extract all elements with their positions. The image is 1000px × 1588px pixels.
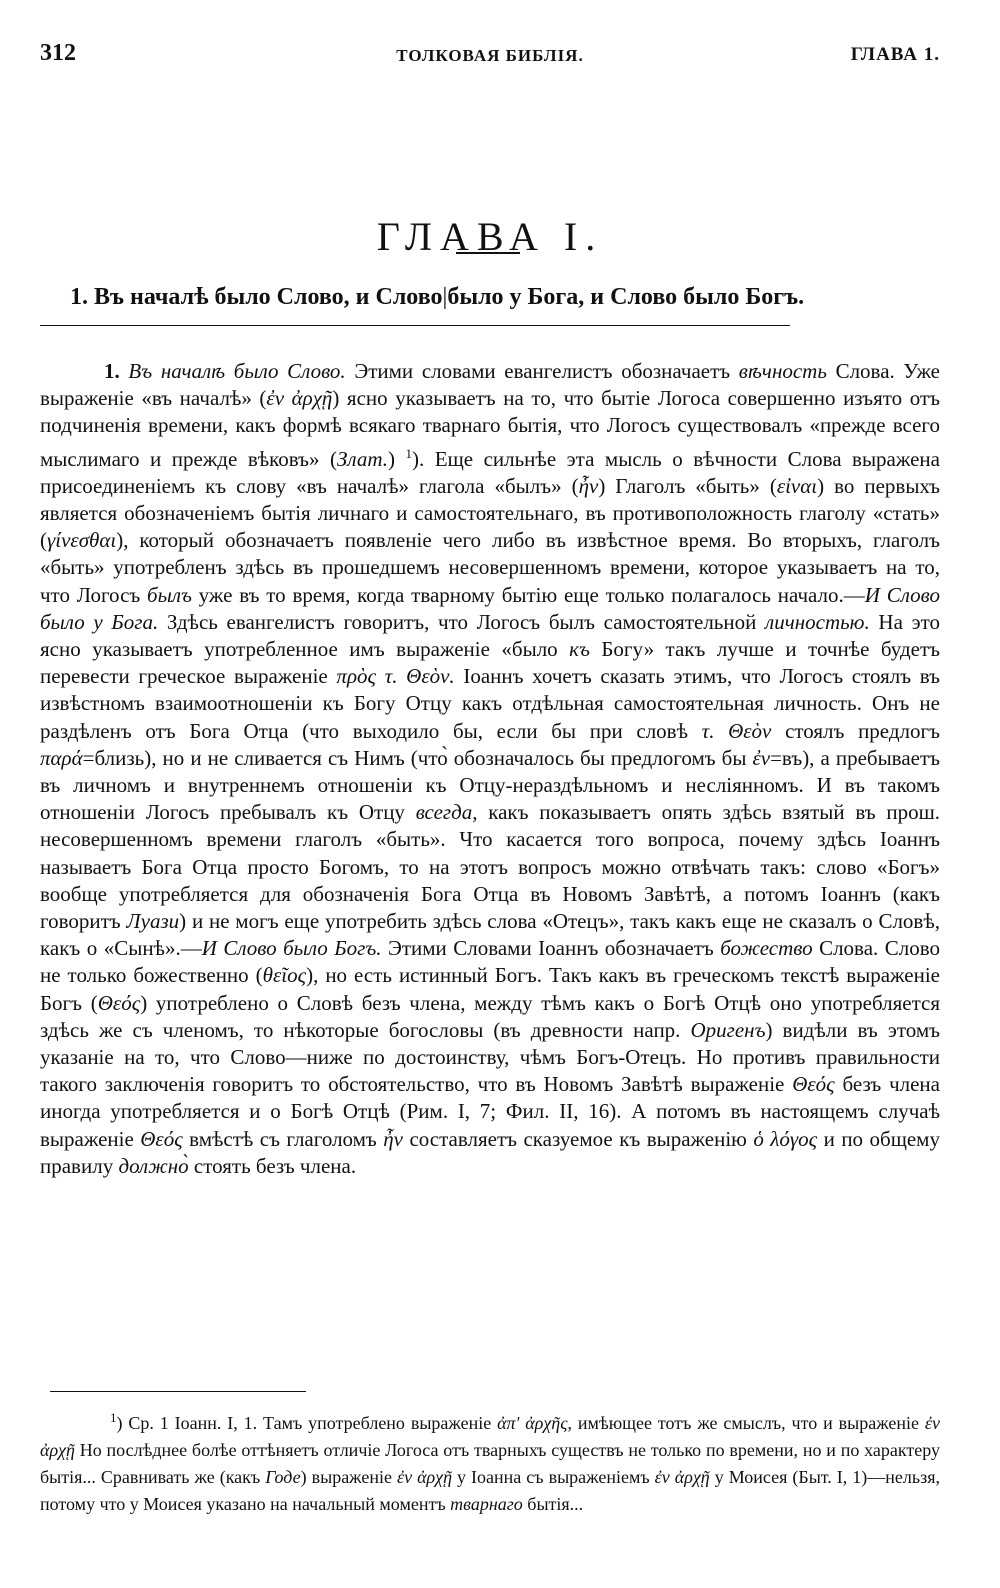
text-run: бытія...: [522, 1494, 584, 1514]
text-run: у Моисея (Быт. I, 1)—нельзя, потому что у Моисея указано на начальный моментъ: [40, 1467, 940, 1514]
italic-term: тварнаго: [450, 1494, 523, 1514]
italic-term: Злат.: [337, 446, 388, 471]
text-run: ). Еще сильнѣе эта мысль о вѣчности Слова выражена присоединеніемъ къ слову «въ началѣ» глагола «былъ» (: [40, 446, 940, 498]
italic-term: Оригенъ: [690, 1017, 766, 1042]
greek-term: ἐν ἀρχῇ: [397, 1467, 453, 1487]
chapter-label: ГЛАВА 1.: [850, 44, 940, 65]
text-run: Іоаннъ хочетъ сказать этимъ, что Логосъ стоялъ въ извѣстномъ взаимоотношеніи къ Богу Отцу какъ отдѣльная самостоятельная личность. Онъ не раздѣленъ отъ Бога Отца (что выходило бы, если бы при словѣ: [40, 664, 940, 743]
lemma: И Слово было у Бога.: [40, 582, 940, 634]
italic-term: божество: [720, 936, 813, 961]
lemma: И Слово было Богъ.: [201, 936, 382, 961]
greek-term: ἦν: [578, 473, 599, 498]
greek-term: πρὸς τ. Θεὸν.: [336, 664, 455, 689]
footnote-ref: 1: [405, 445, 412, 461]
text-run: ), но есть истинный Богъ. Такъ какъ въ греческомъ текстѣ выраженіе Богъ (: [40, 963, 940, 1015]
greek-term: θεῖος: [262, 963, 307, 988]
verse-separator: |: [442, 284, 448, 310]
italic-term: былъ: [147, 582, 192, 607]
text-run: На это ясно указываетъ употребленное имъ выраженіе «было: [40, 609, 940, 662]
text-run: Этими Словами Іоаннъ обозначаетъ: [381, 936, 721, 961]
text-run: и по общему правилу: [40, 1126, 940, 1178]
text-run: стоялъ предлогъ: [771, 718, 940, 743]
text-run: ) употреблено о Словѣ безъ члена, между тѣмъ какъ о Богѣ Отцѣ оно употребляется здѣсь же съ членомъ, то нѣкоторые богословы (въ древности напр.: [40, 990, 940, 1042]
text-run: ) и не могъ еще употребить здѣсь слова «Отецъ», такъ какъ еще не сказалъ о Словѣ, какъ о «Сынѣ».—: [40, 909, 940, 961]
running-header: [40, 40, 940, 74]
italic-term: къ: [569, 637, 590, 662]
text-run: ) видѣли въ этомъ указаніе на то, что Слово—ниже по достоинству, чѣмъ Богъ-Отецъ. Но противъ правильности такого заключенія говоритъ то обстоятельство, что въ Новомъ Завѣтѣ выраженіе: [40, 1017, 940, 1097]
greek-term: ὁ λόγος: [753, 1126, 818, 1151]
verse-number: 1.: [70, 284, 88, 310]
text-run: =близь), но и не сливается съ Нимъ (что̀ обозначалось бы предлогомъ бы: [82, 745, 753, 770]
footnote-mark: 1: [110, 1410, 117, 1425]
text-run: стоять безъ члена.: [188, 1153, 357, 1178]
text-run: вмѣстѣ съ глаголомъ: [182, 1126, 384, 1151]
commentary-verse-number: 1.: [104, 359, 120, 383]
text-run: ) ясно указываетъ на то, что бытіе Логоса совершенно изъято отъ подчиненія времени, какъ формѣ всякаго тварнаго бытія, что Логосъ существовалъ «прежде всего мыслимаго и прежде вѣковъ» (: [40, 386, 940, 471]
page-number: 312: [40, 40, 76, 66]
greek-term: τ. Θεὸν: [701, 718, 772, 743]
text-run: составляетъ сказуемое къ выраженію: [403, 1126, 754, 1151]
greek-term: γίνεσθαι: [47, 528, 117, 553]
text-run: Слова. Уже выраженіе «въ началѣ» (: [40, 359, 941, 411]
book-page: [40, 0, 940, 1588]
title-divider: [456, 252, 520, 254]
text-run: уже въ то время, когда тварному бытію еще только полагалось начало.—: [191, 582, 865, 607]
italic-term: Годе: [265, 1467, 301, 1487]
greek-term: Θεός: [792, 1072, 835, 1097]
text-run: ) Глаголъ «быть» (: [598, 473, 777, 498]
verse-text: [70, 284, 940, 311]
commentary-paragraph: [40, 358, 940, 1180]
text-run: Этими словами евангелистъ обозначаетъ: [345, 359, 739, 383]
greek-term: παρά: [40, 745, 83, 770]
italic-term: должно̀: [118, 1153, 189, 1178]
italic-term: всегда,: [415, 800, 478, 825]
italic-term: Луази: [126, 909, 180, 934]
text-run: какъ показываетъ опять здѣсь взятый въ прош. несовершенномъ времени глаголъ «быть». Что касается того вопроса, почему здѣсь Іоаннъ называетъ Бога Отца просто Богомъ, то на этотъ вопросъ можно отвѣчать такъ: слово «Богъ» вообще употребляется для обозначенія Бога Отца въ Новомъ Завѣтѣ, а потомъ Іоаннъ (какъ говоритъ: [40, 800, 940, 934]
chapter-title: ГЛАВА I.: [376, 213, 604, 259]
verse-divider: [40, 325, 790, 326]
greek-term: ἀπ' ἀρχῆς: [497, 1413, 568, 1433]
verse-part-1: Въ началѣ было Слово, и Слово: [94, 284, 443, 310]
text-run: Слова. Слово не только божественно (: [40, 936, 940, 988]
text-run: ) во первыхъ является обозначеніемъ бытія личнаго и самостоятельнаго, въ противоположность глаголу «стать» (: [40, 473, 940, 553]
greek-term: ἦν: [383, 1126, 403, 1151]
verse-part-2: было у Бога, и Слово было Богъ.: [447, 284, 805, 310]
text-run: , имѣющее тотъ же смыслъ, что и выраженіе: [567, 1413, 925, 1433]
lemma: Въ началѣ было Слово.: [128, 359, 346, 383]
text-run: ), который обозначаетъ появленіе чего либо въ извѣстное время. Во вторыхъ, глаголъ «быть» употребленъ здѣсь въ прошедшемъ несовершенномъ времени, которое указываетъ на то, что Логосъ: [40, 528, 940, 607]
greek-term: Θεός: [97, 990, 141, 1015]
text-run: у Іоанна съ выраженіемъ: [452, 1467, 655, 1487]
commentary: [40, 358, 940, 1180]
greek-term: Θεός: [140, 1126, 183, 1151]
greek-term: εἰναι: [776, 473, 818, 498]
greek-term: ἐν ἀρχῇ: [654, 1467, 710, 1487]
text-run: ): [388, 446, 406, 471]
italic-term: личностью.: [765, 609, 870, 634]
footnote: [40, 1404, 940, 1518]
text-run: Здѣсь евангелистъ говоритъ, что Логосъ былъ самостоятельной: [158, 609, 766, 634]
book-title: ТОЛКОВАЯ БИБЛІЯ.: [396, 46, 584, 65]
footnote-paragraph: [40, 1404, 940, 1518]
text-run: =въ), а пребываетъ въ личномъ и внутреннемъ отношеніи къ Отцу-нераздѣльномъ и неслiянномъ. И въ такомъ отношеніи Логосъ пребывалъ къ Отцу: [40, 745, 941, 825]
text-run: Но послѣднее болѣе оттѣняетъ отличіе Логоса отъ тварныхъ существъ не только по времени, но и по характеру бытія... Сравнивать же (какъ: [40, 1440, 940, 1487]
text-run: ) выраженіе: [300, 1467, 397, 1487]
text-run: безъ члена иногда употребляется и о Богѣ Отцѣ (Рим. I, 7; Фил. II, 16). А потомъ въ настоящемъ случаѣ выраженіе: [40, 1072, 940, 1151]
greek-term: ἐν ἀρχῇ: [40, 1413, 940, 1460]
greek-term: ἐν ἀρχῇ: [266, 386, 333, 411]
text-run: Богу» такъ лучше и точнѣе будетъ перевести греческое выраженіе: [40, 637, 940, 689]
footnote-divider: [50, 1391, 306, 1392]
greek-term: ἐν: [752, 745, 771, 770]
italic-term: вѣчность: [738, 359, 827, 383]
text-run: ) Ср. 1 Іоанн. I, 1. Тамъ употреблено выраженіе: [116, 1413, 498, 1433]
